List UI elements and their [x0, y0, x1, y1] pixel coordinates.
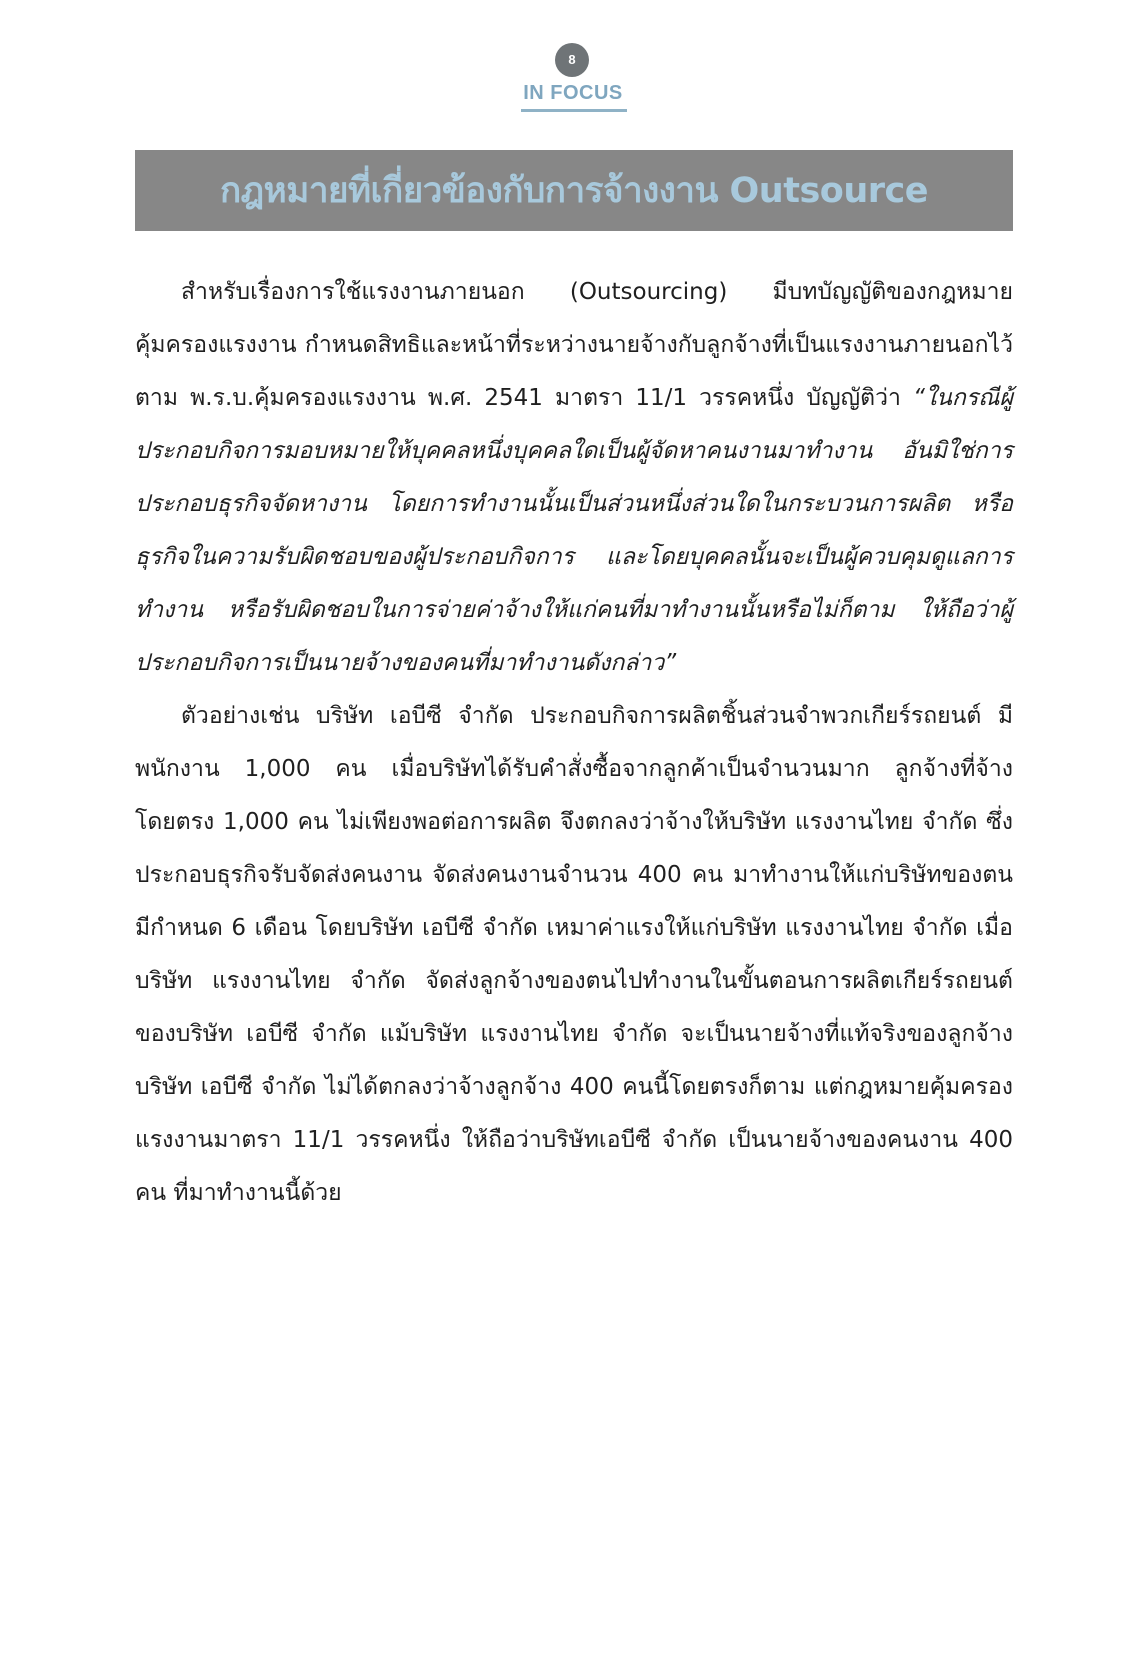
page-title: กฎหมายที่เกี่ยวข้องกับการจ้างงาน Outsource [219, 171, 928, 211]
paragraph-legal-provision [135, 266, 1013, 690]
section-underline [521, 109, 627, 112]
paragraph-intro: สำหรับเรื่องการใช้แรงงานภายนอก (Outsourcing) มีบทบัญญัติของกฎหมายคุ้มครองแรงงาน กำหนดสิทธิและหน้าที่ระหว่างนายจ้างกับลูกจ้างที่เป็นแรงงานภายนอกไว้ ตาม พ.ร.บ.คุ้มครองแรงงาน พ.ศ. 2541 มาตรา 11/1 วรรคหนึ่ง บัญญัติว่า [135, 279, 1013, 411]
paragraph-example: ตัวอย่างเช่น บริษัท เอบีซี จำกัด ประกอบกิจการผลิตชิ้นส่วนจำพวกเกียร์รถยนต์ มีพนักงาน 1,000 คน เมื่อบริษัทได้รับคำสั่งซื้อจากลูกค้าเป็นจำนวนมาก ลูกจ้างที่จ้างโดยตรง 1,000 คน ไม่เพียงพอต่อการผลิต จึงตกลงว่าจ้างให้บริษัท แรงงานไทย จำกัด ซึ่งประกอบธุรกิจรับจัดส่งคนงาน จัดส่งคนงานจำนวน 400 คน มาทำงานให้แก่บริษัทของตน มีกำหนด 6 เดือน โดยบริษัท เอบีซี จำกัด เหมาค่าแรงให้แก่บริษัท แรงงานไทย จำกัด เมื่อบริษัท แรงงานไทย จำกัด จัดส่งลูกจ้างของตนไปทำงานในขั้นตอนการผลิตเกียร์รถยนต์ของบริษัท เอบีซี จำกัด แม้บริษัท แรงงานไทย จำกัด จะเป็นนายจ้างที่แท้จริงของลูกจ้าง บริษัท เอบีซี จำกัด ไม่ได้ตกลงว่าจ้างลูกจ้าง 400 คนนี้โดยตรงก็ตาม แต่กฎหมายคุ้มครองแรงงานมาตรา 11/1 วรรคหนึ่ง ให้ถือว่าบริษัทเอบีซี จำกัด เป็นนายจ้างของคนงาน 400 คน ที่มาทำงานนี้ด้วย [135, 703, 1014, 1206]
legal-quote: “ในกรณีผู้ประกอบกิจการมอบหมายให้บุคคลหนึ่งบุคคลใดเป็นผู้จัดหาคนงานมาทำงาน อันมิใช่การประกอบธุรกิจจัดหางาน โดยการทำงานนั้นเป็นส่วนหนึ่งส่วนใดในกระบวนการผลิต หรือธุรกิจในความรับผิดชอบของผู้ประกอบกิจการ และโดยบุคคลนั้นจะเป็นผู้ควบคุมดูแลการทำงาน หรือรับผิดชอบในการจ่ายค่าจ้างให้แก่คนที่มาทำงานนั้นหรือไม่ก็ตาม ให้ถือว่าผู้ประกอบกิจการเป็นนายจ้างของคนที่มาทำงานดังกล่าว” [135, 385, 1013, 676]
article-body [135, 266, 1013, 1220]
section-label: IN FOCUS [523, 82, 623, 104]
page-number-badge: 8 [555, 43, 589, 77]
title-banner [135, 150, 1013, 231]
